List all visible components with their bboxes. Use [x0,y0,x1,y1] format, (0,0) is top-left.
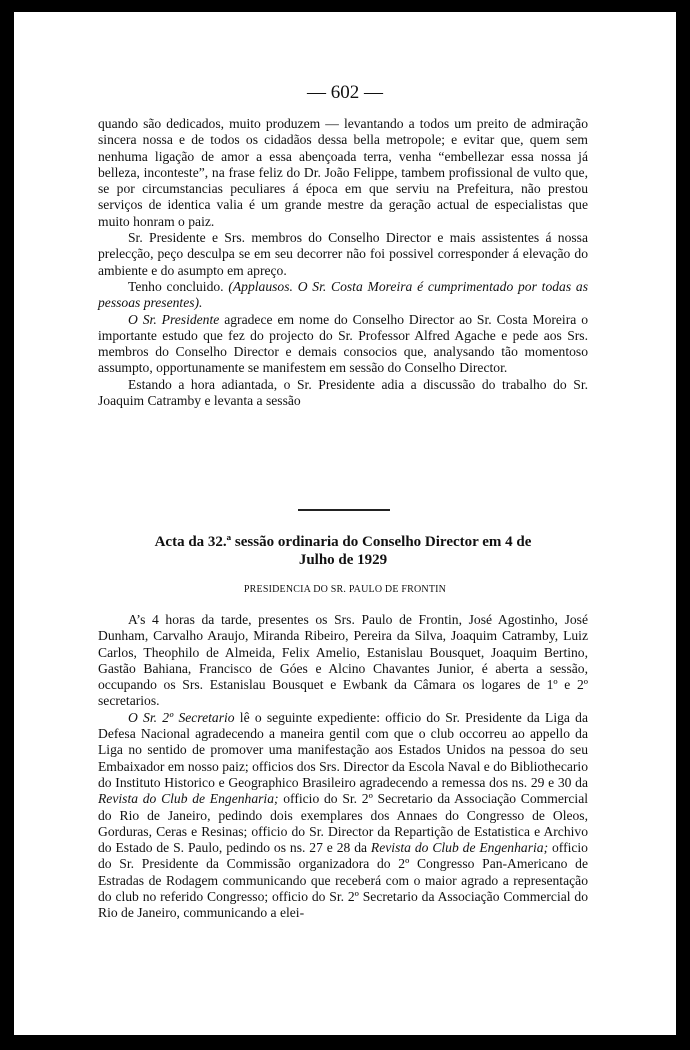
acta-title-line-2: Julho de 1929 [298,552,388,568]
secretary-label: O Sr. 2º Secretario [128,709,235,725]
paragraph-concluded [98,279,588,312]
page-number: — 602 — [307,82,383,103]
speaker-label: O Sr. Presidente [128,311,220,327]
acta-title-line-1: Acta da 32.ª sessão ordinaria do Conselho Director em 4 de [154,534,532,550]
president-thanks-text: agradece em nome do Conselho Director ao Sr. Costa Moreira o importante estudo que fez do projecto do Sr. Professor Alfred Agache e pede aos Srs. membros do Conselho Director e demais consocios que, analysando tão momentoso assumpto, opportunamente se manifestem em sessão do Conselho Director. [98,311,588,376]
expediente-text-3: officio do Sr. Presidente da Commissão organizadora do 2º Congresso Pan-Americano de Estradas de Rodagem communicando que receberá com o maior agrado a representação do club no referido Congresso; officio do Sr. 2º Secretario da Associação Commercial do Rio de Janeiro, communicando a elei- [98,840,588,921]
revista-title-2: Revista do Club de Engenharia; [370,840,549,856]
paragraph-president-thanks [98,312,588,377]
document-page [14,12,676,1035]
expediente-text-2: officio do Sr. 2º Secretario da Associação Commercial do Rio de Janeiro, pedindo dois exemplares dos Annaes do Congresso de Oleos, Gorduras, Ceras e Resinas; officio do Sr. Director da Repartição de Estatistica e Archivo do Estado de S. Paulo, pedindo os ns. 27 e 28 da [98,791,588,856]
acta-body [98,612,588,922]
acta-title [98,533,588,569]
paragraph-expediente [98,710,588,922]
presidencia-heading: PRESIDENCIA DO SR. PAULO DE FRONTIN [243,584,447,595]
paragraph-speech-ending: quando são dedicados, muito produzem — levantando a todos um preito de admiração sincera nossa e de todos os cidadãos dessa bella metropole; e evitar que, quem sem nenhuma ligação de amor a essa abençoada terra, venha “embellezar essa nossa já belleza, inconteste”, na frase feliz do Dr. João Felippe, tambem profissional de vulto que, se por circumstancias peculiares á época em que serviu na Prefeitura, não prestou serviços de identica valia é um grande mestre da geração actual de especialistas que muito honram o paiz. [98,116,588,229]
applause-note: (Applausos. O Sr. Costa Moreira é cumprimentado por todas as pessoas presentes). [98,278,588,311]
concluded-text: Tenho concluido. [128,278,229,294]
paragraph-attendance: A’s 4 horas da tarde, presentes os Srs. Paulo de Frontin, José Agostinho, José Dunham, Carvalho Araujo, Miranda Ribeiro, Pereira da Silva, Joaquim Catramby, Luiz Carlos, Theophilo de Almeida, Felix Amelio, Estanislau Bousquet, Joaquim Bertino, Gastão Bahiana, Francisco de Góes e Alcino Chavantes Junior, é aberta a sessão, occupando os Srs. Estanislau Bousquet e Ewbank da Câmara os logares de 1º e 2º secretarios. [98,612,588,709]
section-divider [298,509,390,511]
expediente-text-1: lê o seguinte expediente: officio do Sr. Presidente da Liga da Defesa Nacional agradecendo a maneira gentil com que o club occorreu ao appello da Liga no sentido de promover uma manifestação aos Estados Unidos na pessoa do seu Embaixador em nosso paiz; officios dos Srs. Director da Escola Naval e do Bibliothecario do Instituto Historico e Geographico Brasileiro agradecendo a remessa dos ns. 29 e 30 da [98,709,588,790]
closing-section [98,116,588,409]
paragraph-session-closed: Estando a hora adiantada, o Sr. Presidente adia a discussão do trabalho do Sr. Joaquim Catramby e levanta a sessão [98,376,588,409]
paragraph-apology: Sr. Presidente e Srs. membros do Conselho Director e mais assistentes á nossa prelecção, peço desculpa se em seu decorrer não foi possivel corresponder á elevação do ambiente e do asumpto em apreço. [98,230,588,278]
revista-title-1: Revista do Club de Engenharia; [98,791,279,807]
